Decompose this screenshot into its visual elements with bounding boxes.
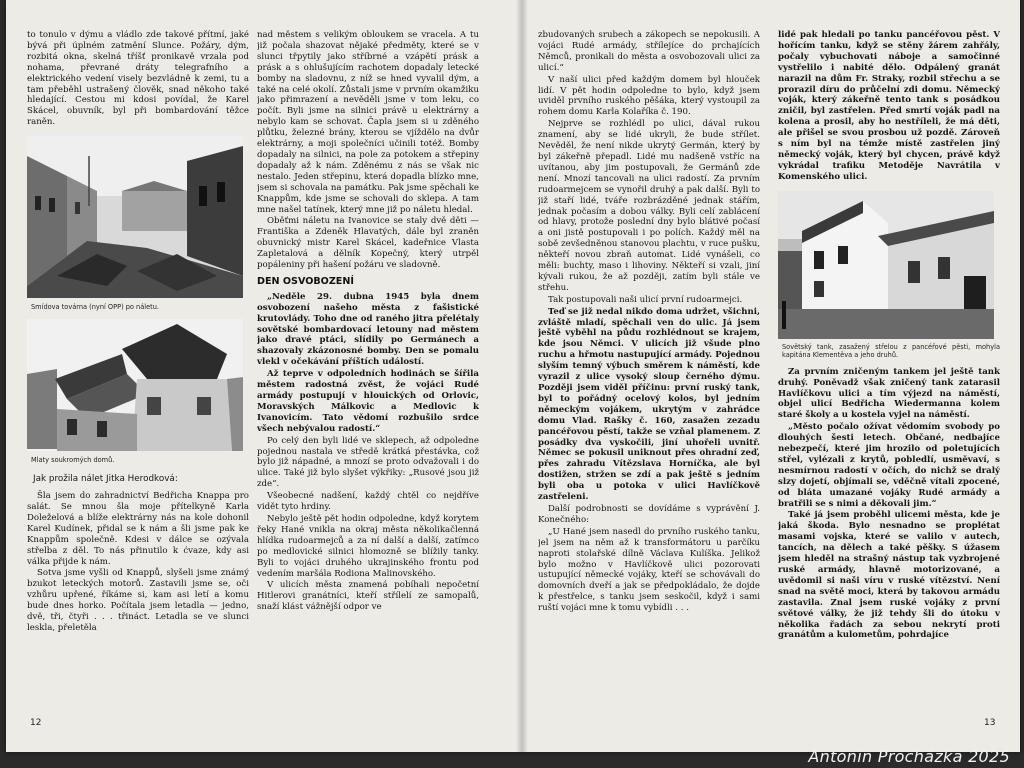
paragraph: Nejprve se rozhlédl po ulici, dával rukou znamení, aby se lidé ukryli, že bude střílet. Nevěděl, že není nikde ukrytý Germán, který by byl zákeřně přepadl. Lidé mu nadšeně vstříc na uvítanou, aby jim postupovali, že Germánů zde není. Mnozí tancovali na ulici radostí. Za prvním rudoarmejcem se vynořil druhý a pak další. Byli to již staří lidé, tváře rozbrázděné jednak stářím, jednak počasím a dobou války. Byli celí zablácení od hlavy, protože poslední dny bylo blátivé počasí a oni jistě postupovali i po polích. Každý měl na sobě zevšedněnou stanovou plachtu, v ruce pušku, někteří novou zbraň automat. Lidé vynášeli, co měli: buchty, maso i lihoviny. Někteří si vzali, jiní kývali rukou, že až později, zatím byli stále ve střehu.	[538, 119, 760, 293]
page-number-right: 13	[984, 718, 996, 728]
paragraph: to tonulo v dýmu a vládlo zde takové přítmí, jaké bývá při úplném zatmění Slunce. Požáry, dým, rozbitá okna, skelná tříšť pronikavě vrzala pod nohama, převrané dráty telegrafního a elektrického vedení visely bezvládně k zemi, tu a tam přeběhl ustrašený člověk, snad někoho také hledající. Cestou mi kdosi povídal, že Karel Skácel, obuvník, byl při bombardování těžce raněn.	[27, 30, 249, 128]
section-subheading: Jak prožila nálet Jitka Herodková:	[33, 474, 178, 485]
left-page-column-1	[27, 30, 249, 720]
paragraph: V naší ulici před každým domem byl hlouček lidí. V pět hodin odpoledne to bylo, když jsem uviděl prvního ruského pěšáka, který vystoupil za rohem domu Karla Kolaříka č. 190.	[538, 74, 760, 118]
right-page-column-1	[538, 30, 760, 720]
photographer-watermark: Antonín Procházka 2025	[808, 747, 1010, 766]
photo-destroyed-houses	[27, 319, 249, 451]
paragraph: „U Hané jsem nasedl do prvního ruského tanku, jel jsem na něm až k transformátoru u parčíku naproti stolařské dílně Václava Kulíška. Jelikož bylo možno v Havlíčkově ulici pozorovati ustupující německé vojáky, kteří se schovávali do domovních dveří a jak se předpokládalo, že dojde k přestřelce, s tanku jsem seskočil, když i sami ruští vojáci mne k tomu vybídli . . .	[538, 526, 760, 614]
right-page-column-2	[778, 30, 1000, 720]
book-spread	[6, 0, 1020, 752]
paragraph: Také já jsem proběhl ulicemi města, kde je jaká škoda. Bylo nesnadno se proplétat masami vojska, které se valilo v autech, tancích, na dělech a také pěšky. S úžasem jsem hleděl na strašný nástup tak vyzbrojené ruské armády, hlavně motorizované, a uvědomil si naši víru v ruské vítězství. Není snad na světě moci, která by takovou armádu zastavila. Znal jsem ruské vojáky z první světové války, že již tehdy šli do útoku v několika řadách za sebou nekrytí proti granátům a kulometům, pohrdajíce	[778, 510, 1000, 641]
paragraph: Tak postupovali naši ulicí první rudoarmejci.	[548, 294, 743, 305]
photo-factory-ruins	[27, 136, 249, 298]
paragraph: Sotva jsme vyšli od Knappů, slyšeli jsme známý bzukot leteckých motorů. Zastavili jsme se, oči vzhůru upřené, říkáme si, kam asi letí a komu bude dnes horko. Počítala jsem letadla — jedno, dvě, tři, čtyři . . . třináct. Letadla se ve slunci leskla, přeletěla	[27, 568, 249, 633]
photo-caption: Smídova továrna (nyní OPP) po náletu.	[31, 303, 160, 312]
paragraph: nad městem s velikým obloukem se vracela. A tu již počala shazovat nějaké předměty, které se v slunci třpytily jako stříbrné a vzápětí prásk a prásk a s ohlušujícím rachotem dopadaly letecké bomby na sladovnu, z níž se hned vyvalil dým, a také na celé okolí. Zůstali jsme v prvním okamžiku jako přimrazení a nevěděli jsme v tom leku, co počít. Byli jsme na silnici právě u elektrárny a nebylo kam se schovat. Čapla jsem si u zděného plůtku, železné brány, kterou se vjíždělo na dvůr elektrárny, a moji společníci učinili totéž. Bomby dopadaly na silnici, na pole za potokem a střepiny dopadaly až k nám. Zděnému z nás se však nic nestalo. Jeden střepinu, která dopadla blízko mne, jsem si schovala na památku. Pak jsme spěchali ke Knappům, kde jsme se schovali do sklepa. A tam mne našel tatínek, který mne již po náletu hledal.	[257, 30, 479, 215]
left-page-column-2	[257, 30, 479, 720]
paragraph: lidé pak hledali po tanku pancéřovou pěst. V hořícím tanku, když se stěny žárem zahřály, počaly vybuchovati náboje a samočinné vystřelilo i nabité dělo. Odpálený granát narazil na dům Fr. Straky, rozbil střechu a se prorazil díru do průčelní zdi domu. Německý voják, který zákeřně tento tank s posádkou zničil, byl zastřelen. Před smrtí voják padl na kolena a prosil, aby ho nestříleli, že má děti, ale přišel se svou prosbou už pozdě. Zároveň s ním byl na témže místě zastřelen jiný německý voják, který byl chycen, právě když vykrádal trafiku Metoděje Navrátila v Komenského ulici.	[778, 30, 1000, 182]
paragraph: Za prvním zničeným tankem jel ještě tank druhý. Poněvadž však zničený tank zatarasil Havlíčkovu ulici a tím výjezd na náměstí, objel ulicí Bedřicha Wiedermanna kolem staré školy a u kostela vyjel na náměstí.	[778, 366, 1000, 421]
paragraph: „Neděle 29. dubna 1945 byla dnem osvobození našeho města z fašistické krutovlády. Toho dne od raného jitra přelétaly sovětské bombardovací letouny nad městem jako dravé ptáci, slídily po Germánech a shazovaly zkázonosné bomby. Den se pomalu vlekl v očekávání příštích událostí.	[257, 291, 479, 368]
book-gutter	[516, 0, 528, 752]
paragraph: Teď se již nedal nikdo doma udržet, všichni, zvláště mladí, spěchali ven do ulic. Já jsem ještě vyběhl na půdu rozhlédnout se krajem, kde jsou Němci. V ulicích již všude plno ruchu a hřmotu nastupující armády. Pojednou slyším temný výbuch směrem k náměstí, kde vyrazil z ulice vysoký sloup černého dýmu. Později jsem viděl příčinu: první ruský tank, byl to pořádný ocelový kolos, byl jedním německým vojákem, ukrytým v zahrádce domu Vlad. Rašky č. 160, zasažen zezadu pancéřovou pěstí, takže se vzňal plamenem. Z posádky dva vyskočili, jiní uhořeli uvnitř. Němec se pokusil uniknout přes ohradní zeď, přes zahradu Vítězslava Horníčka, ale byl dostižen, stržen se zdí a pak ještě s jedním byli oba u potoka v ulici Havlíčkově zastřeleni.	[538, 306, 760, 503]
paragraph: Šla jsem do zahradnictví Bedřicha Knappa pro salát. Se mnou šla moje přítelkyně Karla Doleželová a blíže elektrárny nás na kole dohonil Karel Kudínek, přidal se k nám a šli jsme pak ke Knappům společně. Kdesi v dálce se ozývala střelba z děl. To nás přinutilo k ćvaze, kdy asi válka přijde k nám.	[27, 491, 249, 567]
page-number-left: 12	[30, 718, 42, 728]
paragraph: „Město počalo ožívat vědomím svobody po dlouhých šesti letech. Občané, nedbajíce nebezpečí, které jim hrozilo od poletujících střel, vylézali z krytů, pobledlí, usměvaví, s nesmírnou radostí v očích, do nichž se dralý slzy dojetí, objímali se, vděčně vítali zpocené, od bláta umazané vojáky Rudé armády a bratřili se s nimi a děkovali jim.“	[778, 422, 1000, 509]
photo-caption: Mlaty soukromých domů.	[31, 456, 115, 465]
paragraph: Nebylo ještě pět hodin odpoledne, když korytem řeky Hané vnikla na okraj města několikačlenná hlídka rudoarmejců a za ní další a další, zatímco po medlovické silnici hlomozně se blížily tanky. Byli to vojáci druhého ukrajinského frontu pod vedením maršála Rodiona Malinovského.	[257, 513, 479, 579]
paragraph: V ulicích města znamená pobíhali nepočetní Hitlerovi granátníci, kteří střílelí ze samopalů, snaží klást vážnější odpor ve	[257, 580, 479, 613]
paragraph: Až teprve v odpoledních hodinách se šířila městem radostná zvěst, že vojáci Rudé armády postupují v hlouických od Orlovic, Moravských Málkovic a Medlovic k Ivanovicím. Tato vědomí rozbušilo srdce všech nebývalou radostí.“	[257, 369, 479, 434]
photo-soviet-tank-memorial	[778, 191, 1000, 339]
section-heading: DEN OSVOBOZENÍ	[257, 275, 354, 287]
paragraph: Oběťmi náletu na Ivanovice se staly dvě děti — Františka a Zdeněk Hlavatých, dále byl zraněn obuvnický mistr Karel Skácel, kadeřnice Vlasta Zapletalová a dělník Kopečný, který utrpěl popáleniny při hašení požáru ve sladovně.	[257, 216, 479, 271]
photo-caption: Sovětský tank, zasažený střelou z pancéřové pěsti, mohyla kapitána Klementěva a jeho druhů.	[782, 342, 1000, 359]
paragraph: zbudovaných srubech a zákopech se nepokusili. A vojáci Rudé armády, střílejíce do prchajících Němců, pronikali do města a osvobozovali ulici za ulicí.“	[538, 30, 760, 73]
paragraph: Další podrobnosti se dovídáme s vyprávění J. Konečného:	[538, 503, 760, 525]
paragraph: Po celý den byli lidé ve sklepech, až odpoledne pojednou nastala ve středě krátká přestávka, což bylo již nápadné, a mnozí se proto odvažovali i do ulice. Také již bylo slyšet výkřiky: „Rusové jsou již zde“.	[257, 435, 479, 490]
paragraph: Všeobecné nadšení, každý chtěl co nejdříve vidět tyto hrdiny.	[257, 491, 479, 513]
